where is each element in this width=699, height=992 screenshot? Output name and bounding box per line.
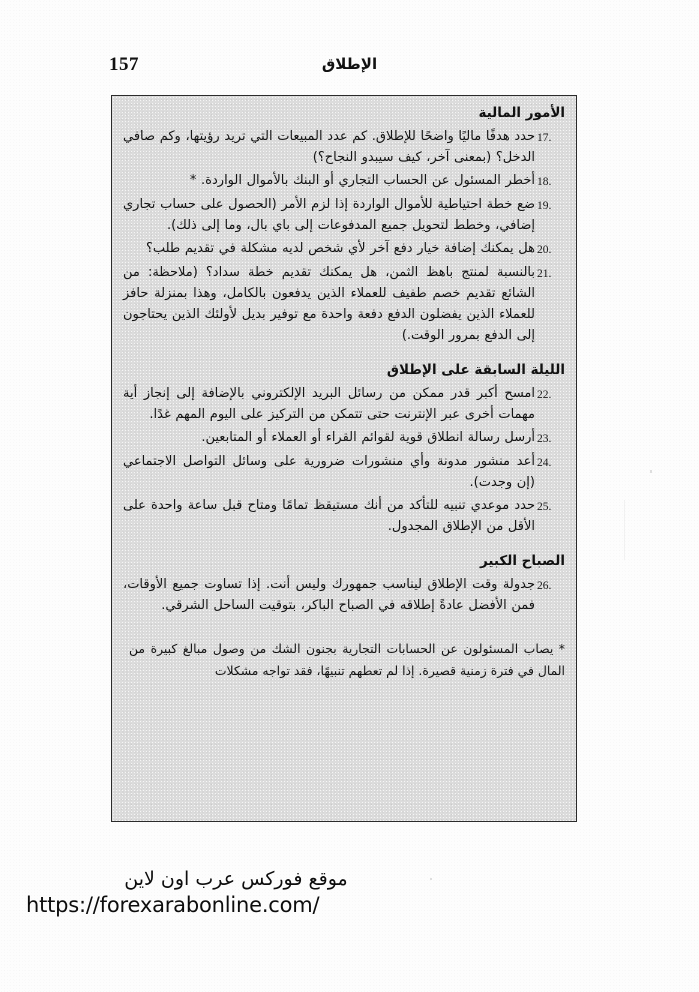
checklist-item-text: بالنسبة لمنتج باهظ الثمن، هل يمكنك تقديم خطة سداد؟ (ملاحظة: من الشائع تقديم خصم طفيف للعملاء الذين يدفعون بالكامل، وهذا بمنزلة حافز للعملاء الذين يفضلون الدفع دفعة واحدة مع توفير بديل لأولئك الذين يحتاجون إلى الدفع بمرور الوقت.): [123, 264, 535, 343]
scan-speck: [650, 470, 652, 473]
checklist-item-number: 24.: [537, 456, 552, 469]
checklist-item-text: جدولة وقت الإطلاق ليناسب جمهورك وليس أنت. إذا تساوت جميع الأوقات، فمن الأفضل عادةً إطلاقه في الصباح الباكر، بتوقيت الساحل الشرقي.: [123, 577, 535, 614]
checklist-item: [123, 495, 565, 537]
scan-speck: [430, 878, 432, 880]
section-heading: الصباح الكبير: [480, 553, 565, 570]
checklist-item-number: 19.: [537, 199, 552, 212]
checklist-item-text: ضع خطة احتياطية للأموال الواردة إذا لزم الأمر (الحصول على حساب تجاري إضافي، وخطط لتحويل جميع المدفوعات إلى باي بال، وما إلى ذلك).: [123, 196, 535, 234]
checklist-item-text: امسح أكبر قدر ممكن من رسائل البريد الإلكتروني بالإضافة إلى إنجاز أية مهمات أخرى عبر الإنترنت حتى تتمكن من التركيز على اليوم المهم غدًا.: [123, 386, 535, 423]
checklist-item-text: حدد موعدي تنبيه للتأكد من أنك مستيقظ تمامًا ومتاح قبل ساعة واحدة على الأقل من الإطلاق المجدول.: [123, 497, 535, 534]
watermark: [26, 868, 446, 917]
checklist-item-number: 23.: [537, 433, 552, 446]
checklist-items: [123, 574, 565, 616]
checklist-item: [123, 427, 565, 449]
watermark-url[interactable]: https://forexarabonline.com/: [26, 892, 320, 917]
checklist-items: [123, 126, 565, 346]
checklist-box: [111, 95, 577, 822]
checklist-item: [123, 170, 565, 192]
checklist-item: [123, 238, 565, 260]
checklist-item-text: هل يمكنك إضافة خيار دفع آخر لأي شخص لديه مشكلة في تقديم طلب؟: [145, 241, 535, 257]
checklist-items: [123, 383, 565, 537]
checklist-item: [123, 574, 565, 616]
section-heading: الأمور المالية: [478, 105, 565, 121]
footnote: * يصاب المسئولون عن الحسابات التجارية بجنون الشك من وصول مبالغ كبيرة من المال في فترة زمنية قصيرة. إذا لم تعطهم تنبيهًا، فقد تواجه مشكلات: [129, 641, 565, 678]
running-head: [0, 52, 699, 82]
checklist-item-number: 22.: [537, 389, 552, 402]
checklist-item: [123, 383, 565, 425]
checklist-item-number: 20.: [537, 244, 552, 257]
checklist-item: [123, 451, 565, 493]
checklist-item-number: 26.: [537, 580, 552, 593]
checklist-item-text: حدد هدفًا ماليًا واضحًا للإطلاق. كم عدد المبيعات التي تريد رؤيتها، وكم صافي الدخل؟ (بمعنى آخر، كيف سيبدو النجاح؟): [123, 129, 535, 166]
checklist-item-number: 25.: [537, 500, 552, 513]
running-head-title: الإطلاق: [321, 55, 378, 73]
checklist-item: [123, 126, 565, 168]
checklist-item-text: أخطر المسئول عن الحساب التجاري أو البنك بالأموال الواردة. *: [189, 173, 535, 189]
checklist-item-number: 17.: [537, 132, 552, 145]
scan-speck: [140, 130, 142, 132]
checklist-item-number: 21.: [537, 267, 552, 280]
page-number: 157: [109, 54, 139, 75]
watermark-site-name: موقع فوركس عرب اون لاين: [124, 868, 348, 890]
scan-streak: [624, 500, 625, 560]
checklist-item-text: أرسل رسالة انطلاق قوية لقوائم القراء أو العملاء أو المتابعين.: [201, 430, 535, 446]
checklist-item: [123, 194, 565, 236]
checklist-item-text: أعد منشور مدونة وأي منشورات ضرورية على وسائل التواصل الاجتماعي (إن وجدت).: [123, 453, 535, 490]
checklist-item: [123, 262, 565, 346]
checklist-item-number: 18.: [537, 176, 552, 189]
section-heading: الليلة السابقة على الإطلاق: [386, 361, 565, 378]
